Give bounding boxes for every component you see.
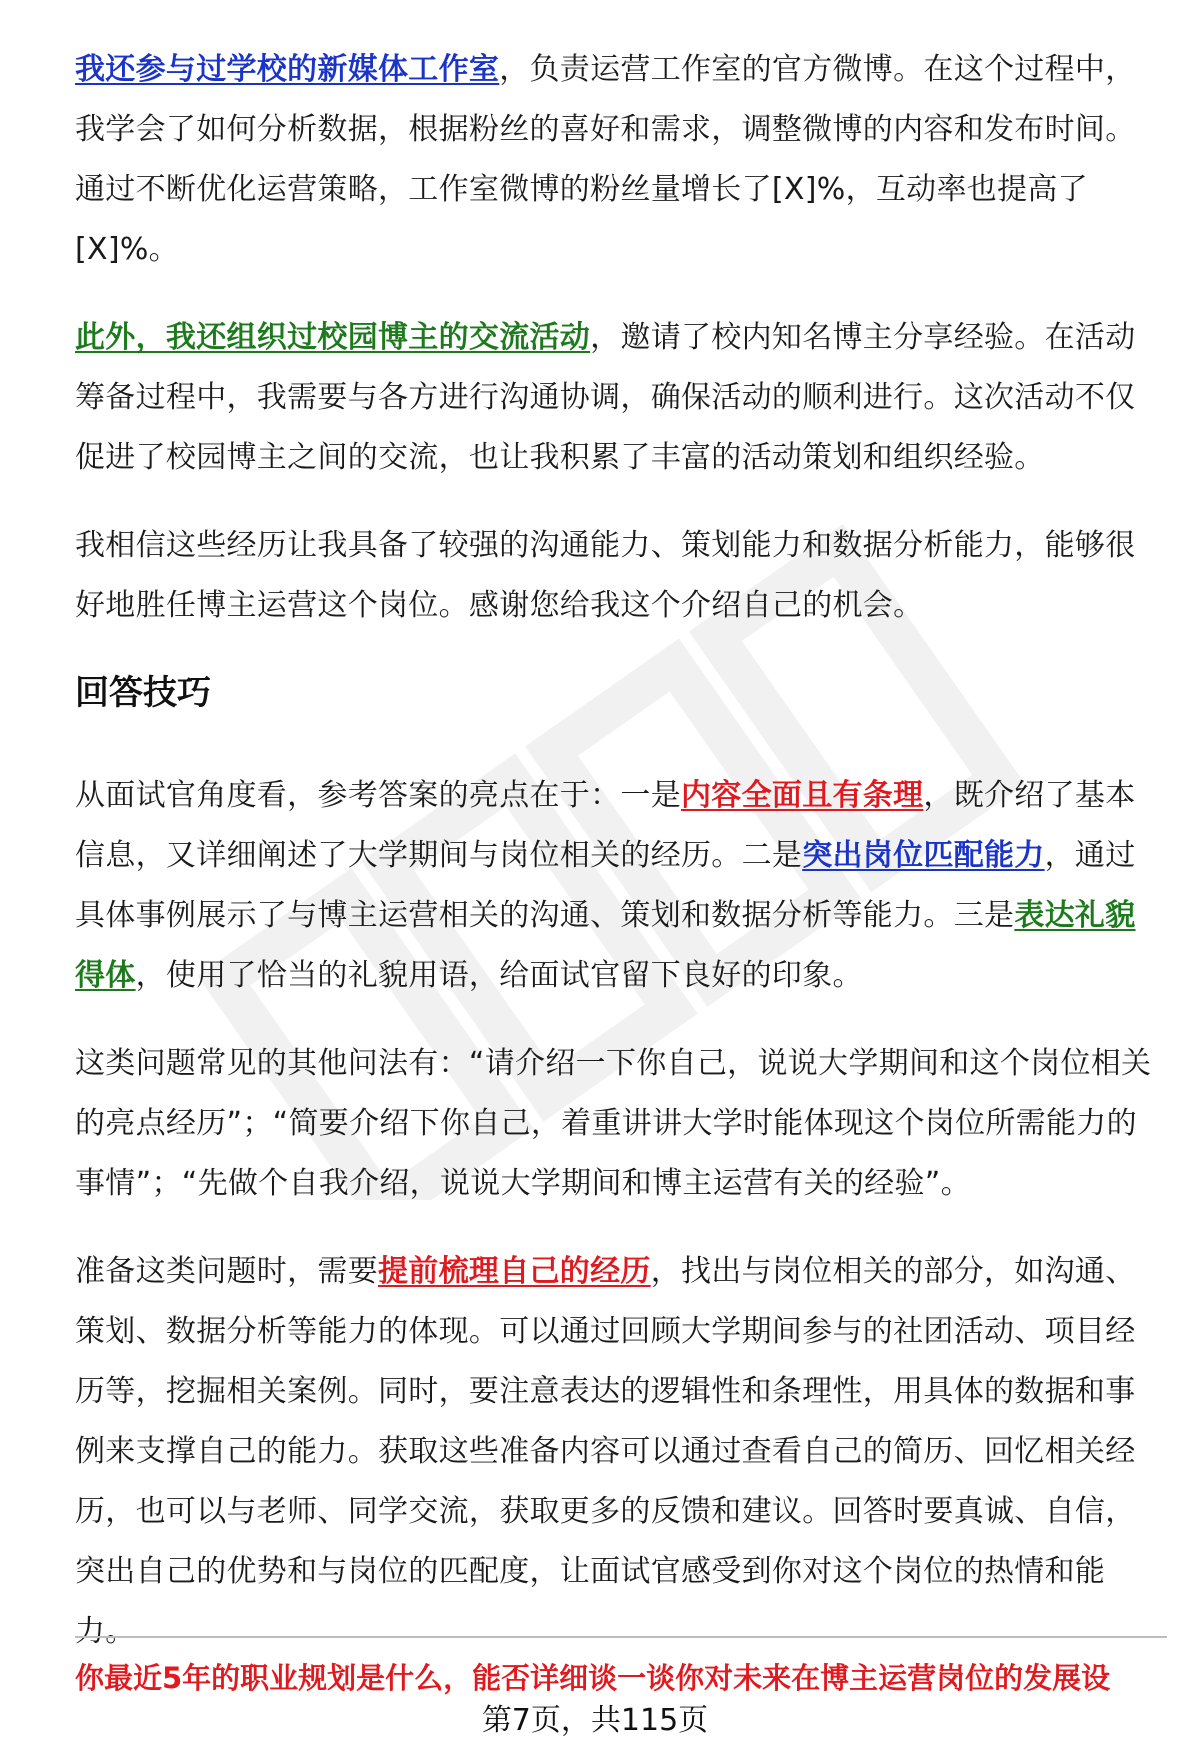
paragraph-highlights [75,766,1165,1006]
paragraph-text: 我相信这些经历让我具备了较强的沟通能力、策划能力和数据分析能力，能够很好地胜任博主运营这个岗位。感谢您给我这个介绍自己的机会。 [75,528,1136,623]
paragraph-text: ，邀请了校内知名博主分享经验。在活动筹备过程中，我需要与各方进行沟通协调，确保活动的顺利进行。这次活动不仅促进了校园博主之间的交流，也让我积累了丰富的活动策划和组织经验。 [75,320,1136,475]
paragraph-blogger-event [75,308,1165,488]
paragraph-text: ，使用了恰当的礼貌用语，给面试官留下良好的印象。 [135,958,863,993]
paragraph-text: ，通过具体事例展示了与博主运营相关的沟通、策划和数据分析等能力。三是 [75,838,1136,933]
highlight-polite: 表达礼貌得体 [75,898,1136,993]
paragraph-media-studio [75,40,1165,280]
highlight-media-studio: 我还参与过学校的新媒体工作室 [75,52,500,87]
paragraph-text: 这类问题常见的其他问法有：“请介绍一下你自己，说说大学期间和这个岗位相关的亮点经历”；“简要介绍下你自己，着重讲讲大学时能体现这个岗位所需能力的事情”；“先做个自我介绍，说说大学期间和博主运营有关的经验”。 [75,1046,1152,1201]
divider [75,1636,1167,1638]
paragraph-preparation [75,1242,1165,1662]
paragraph-text: 从面试官角度看，参考答案的亮点在于：一是 [75,778,681,813]
document-page [75,40,1165,1690]
section-title: 回答技巧 [75,673,211,713]
highlight-job-match: 突出岗位匹配能力 [802,838,1045,873]
paragraph-text: ，既介绍了基本信息，又详细阐述了大学期间与岗位相关的经历。二是 [75,778,1136,873]
highlight-sort-experience: 提前梳理自己的经历 [378,1254,651,1289]
paragraph-conclusion [75,516,1165,636]
page-number: 第7页，共115页 [481,1703,709,1738]
paragraph-text: 准备这类问题时，需要 [75,1254,378,1289]
paragraph-alt-questions [75,1034,1165,1214]
highlight-blogger-event: 此外，我还组织过校园博主的交流活动 [75,320,591,355]
paragraph-text: ，负责运营工作室的官方微博。在这个过程中，我学会了如何分析数据，根据粉丝的喜好和需求，调整微博的内容和发布时间。通过不断优化运营策略，工作室微博的粉丝量增长了[X]%，互动率也提高了[X]%。 [75,52,1136,267]
paragraph-text: ，找出与岗位相关的部分，如沟通、策划、数据分析等能力的体现。可以通过回顾大学期间参与的社团活动、项目经历等，挖掘相关案例。同时，要注意表达的逻辑性和条理性，用具体的数据和事例来支撑自己的能力。获取这些准备内容可以通过查看自己的简历、回忆相关经历，也可以与老师、同学交流，获取更多的反馈和建议。回答时要真诚、自信，突出自己的优势和与岗位的匹配度，让面试官感受到你对这个岗位的热情和能力。 [75,1254,1136,1649]
highlight-comprehensive: 内容全面且有条理 [681,778,924,813]
next-question: 你最近5年的职业规划是什么，能否详细谈一谈你对未来在博主运营岗位的发展设 [75,1661,1111,1695]
